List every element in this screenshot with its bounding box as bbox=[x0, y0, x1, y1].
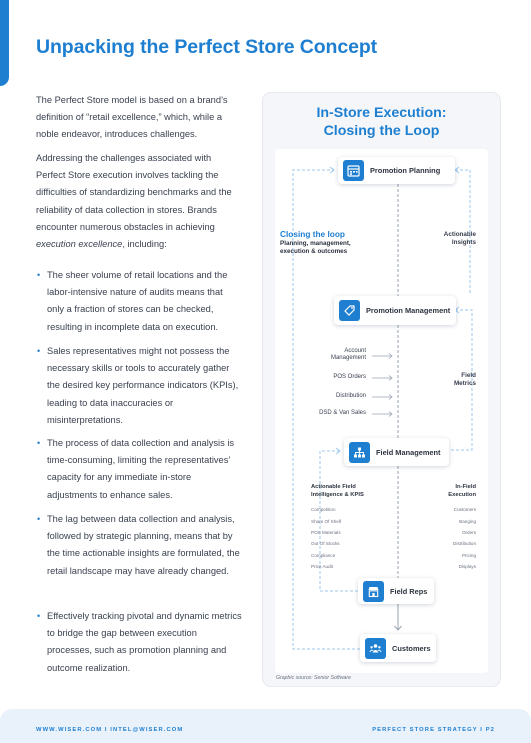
promotion-management-label: Promotion Management bbox=[366, 306, 451, 315]
footer-band bbox=[0, 709, 531, 743]
customers-node bbox=[360, 634, 436, 662]
field-metrics-label: Field Metrics bbox=[453, 372, 476, 388]
footer-contact-links[interactable]: WWW.WISER.COM I INTEL@WISER.COM bbox=[36, 727, 184, 733]
intro-paragraph-1: The Perfect Store model is based on a brand’s definition of “retail excellence,” which, while a noble endeavor, introduces challenges. bbox=[36, 95, 228, 140]
field-reps-node bbox=[358, 578, 434, 604]
right-item-orders: Orders bbox=[461, 530, 476, 535]
left-item-pos-materials: POS Materials bbox=[311, 530, 341, 535]
bullet-text: The sheer volume of retail locations and the labor-intensive nature of audits means that only a fraction of stores can be checked, resulting in incomplete data on execution. bbox=[47, 270, 228, 332]
field-reps-label: Field Reps bbox=[390, 586, 428, 596]
org-chart-icon bbox=[349, 442, 370, 463]
mgmt-item-distribution: Distribution bbox=[335, 393, 366, 399]
people-icon bbox=[365, 638, 386, 659]
intro-paragraph-2: Addressing the challenges associated with Perfect Store execution involves tackling the difficulties of standardizing benchmarks and the reliability of data collection in stores. Brands encounter numerous obstacles in achieving execution excellence, including: bbox=[36, 153, 232, 250]
bullet-text: The lag between data collection and analysis, followed by strategic planning, means that by the time actionable insights are formulated, the retail landscape may have already changed. bbox=[47, 514, 240, 576]
left-item-share-of-shelf: Share Of Shelf bbox=[311, 519, 342, 524]
promotion-planning-node bbox=[338, 157, 455, 184]
bullet-marker-icon: • bbox=[37, 346, 41, 356]
left-item-compliance: Compliance bbox=[311, 553, 336, 558]
bullet-text: Effectively tracking pivotal and dynamic metrics to bridge the gap between execution processes, such as promotion planning and outcome realization. bbox=[47, 611, 242, 673]
field-management-label: Field Management bbox=[376, 447, 441, 457]
closing-loop-title: Closing the loop bbox=[280, 229, 345, 239]
right-item-customers: Customers bbox=[453, 507, 476, 512]
bullet-marker-icon: • bbox=[37, 270, 41, 280]
mgmt-item-pos-orders: POS Orders bbox=[333, 374, 366, 380]
store-icon bbox=[363, 581, 384, 602]
promotion-management-node bbox=[334, 296, 456, 325]
right-item-banging: Banging bbox=[459, 519, 476, 524]
left-item-price-audit: Price Audit bbox=[311, 564, 333, 569]
bullet-marker-icon: • bbox=[37, 438, 41, 448]
page-title: Unpacking the Perfect Store Concept bbox=[36, 36, 378, 58]
left-item-out-of-stocks: Out Of Stocks bbox=[311, 541, 340, 546]
right-item-displays: Displays bbox=[458, 564, 476, 569]
closing-loop-subtitle: Planning, management, execution & outcomes bbox=[280, 240, 351, 256]
graphic-title-line-1: In-Store Execution: bbox=[316, 105, 447, 121]
actionable-insights-label: Actionable Insights bbox=[443, 231, 476, 247]
tag-icon bbox=[339, 300, 360, 321]
footer-page-label: PERFECT STORE STRATEGY I P2 bbox=[372, 727, 495, 733]
mgmt-item-dsd-van-sales: DSD & Van Sales bbox=[319, 410, 366, 416]
bullet-marker-icon: • bbox=[37, 611, 41, 621]
right-item-distribution: Distribution bbox=[453, 541, 476, 546]
customers-label: Customers bbox=[392, 643, 431, 653]
promotion-planning-label: Promotion Planning bbox=[370, 166, 441, 175]
bullet-text: The process of data collection and analysis is time-consuming, limiting the representatives’ capacity for any immediate in-store adjustments to enhance sales. bbox=[47, 438, 235, 500]
in-field-execution-title: In-Field Execution bbox=[448, 484, 476, 498]
calendar-icon bbox=[343, 160, 364, 181]
bullet-marker-icon: • bbox=[37, 514, 41, 524]
actionable-field-intelligence-title: Actionable Field Intelligence & KPIS bbox=[311, 484, 364, 498]
bullet-text: Sales representatives might not possess the necessary skills or tools to accurately gather the desired key performance indicators (KPIs), leading to data inaccuracies or misinterpretations. bbox=[47, 346, 239, 425]
graphic-title-line-2: Closing the Loop bbox=[323, 123, 440, 139]
field-management-node bbox=[344, 438, 449, 466]
mgmt-item-account-management: Account Management bbox=[330, 348, 366, 362]
left-item-competition: Competition bbox=[311, 507, 336, 512]
right-item-pricing: Pricing bbox=[461, 553, 476, 558]
graphic-source-caption: Graphic source: Senior Software bbox=[276, 675, 351, 681]
